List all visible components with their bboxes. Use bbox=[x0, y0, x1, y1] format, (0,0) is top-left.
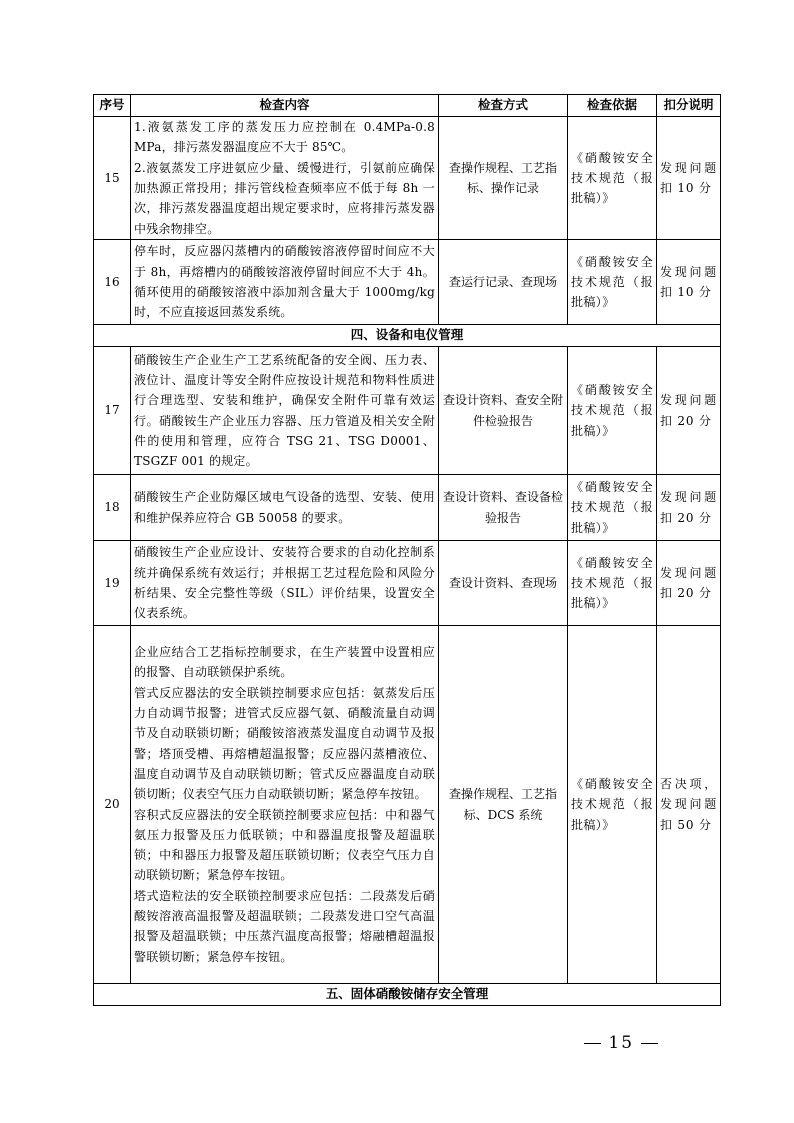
header-seq: 序号 bbox=[94, 95, 131, 117]
page-dash-right bbox=[641, 1043, 658, 1044]
row-method: 查操作规程、工艺指标、操作记录 bbox=[439, 117, 568, 240]
page-number-text: 15 bbox=[608, 1033, 635, 1053]
content-paragraph: 停车时，反应器闪蒸槽内的硝酸铵溶液停留时间应不大于 8h，再熔槽内的硝酸铵溶液停留时间应不大于 4h。循环使用的硝酸铵溶液中添加剂含量大于 1000mg/kg 时，不应直接返回蒸发系统。 bbox=[134, 244, 435, 320]
row-deduct: 发现问题扣 20 分 bbox=[657, 475, 721, 541]
row-basis: 《硝酸铵安全技术规范（报批稿）》 bbox=[568, 626, 657, 984]
row-deduct: 发现问题扣 20 分 bbox=[657, 541, 721, 626]
row-deduct: 发现问题扣 10 分 bbox=[657, 240, 721, 325]
table-header-row bbox=[94, 95, 721, 117]
row-seq: 15 bbox=[94, 117, 131, 240]
table-row bbox=[94, 541, 721, 626]
row-basis: 《硝酸铵安全技术规范（报批稿）》 bbox=[568, 541, 657, 626]
row-seq: 16 bbox=[94, 240, 131, 325]
table-row bbox=[94, 475, 721, 541]
content-paragraph: 1.液氨蒸发工序的蒸发压力应控制在 0.4MPa-0.8 MPa，排污蒸发器温度应不大于 85℃。 bbox=[134, 120, 435, 155]
row-deduct: 发现问题扣 10 分 bbox=[657, 117, 721, 240]
row-content bbox=[131, 117, 439, 240]
row-content bbox=[131, 626, 439, 984]
inspection-table bbox=[93, 94, 721, 1006]
row-content bbox=[131, 475, 439, 541]
row-method: 查操作规程、工艺指标、DCS 系统 bbox=[439, 626, 568, 984]
page-number bbox=[584, 1033, 658, 1053]
header-basis: 检查依据 bbox=[568, 95, 657, 117]
section-title: 四、设备和电仪管理 bbox=[94, 325, 721, 347]
row-seq: 17 bbox=[94, 347, 131, 475]
page-dash-left bbox=[584, 1043, 601, 1044]
section-row bbox=[94, 984, 721, 1006]
content-paragraph: 硝酸铵生产企业生产工艺系统配备的安全阀、压力表、液位计、温度计等安全附件应按设计规范和物料性质进行合理选型、安装和维护，确保安全附件可靠有效运行。硝酸铵生产企业压力容器、压力管道及相关安全附件的使用和管理，应符合 TSG 21、TSG D0001、TSGZF 001 的规定。 bbox=[134, 352, 435, 469]
row-method: 查设计资料、查现场 bbox=[439, 541, 568, 626]
content-paragraph: 容积式反应器法的安全联锁控制要求应包括：中和器气氨压力报警及压力低联锁；中和器温度报警及超温联锁；中和器压力报警及超压联锁切断；仪表空气压力自动联锁切断；紧急停车按钮。 bbox=[134, 807, 435, 883]
section-row bbox=[94, 325, 721, 347]
content-paragraph: 硝酸铵生产企业防爆区域电气设备的选型、安装、使用和维护保养应符合 GB 50058 的要求。 bbox=[134, 490, 435, 525]
row-deduct: 否决项，发现问题扣 50 分 bbox=[657, 626, 721, 984]
row-deduct: 发现问题扣 20 分 bbox=[657, 347, 721, 475]
row-basis: 《硝酸铵安全技术规范（报批稿）》 bbox=[568, 117, 657, 240]
content-paragraph: 2.液氨蒸发工序进氨应少量、缓慢进行，引氨前应确保加热源正常投用；排污管线检查频率应不低于每 8h 一次，排污蒸发器温度超出规定要求时，应将排污蒸发器中残余物排空。 bbox=[134, 160, 435, 236]
row-basis: 《硝酸铵安全技术规范（报批稿）》 bbox=[568, 347, 657, 475]
row-content bbox=[131, 541, 439, 626]
row-content bbox=[131, 240, 439, 325]
content-paragraph: 硝酸铵生产企业应设计、安装符合要求的自动化控制系统并确保系统有效运行；并根据工艺过程危险和风险分析结果、安全完整性等级（SIL）评价结果，设置安全仪表系统。 bbox=[134, 545, 435, 621]
table-row bbox=[94, 347, 721, 475]
row-seq: 18 bbox=[94, 475, 131, 541]
table-row bbox=[94, 117, 721, 240]
content-paragraph: 管式反应器法的安全联锁控制要求应包括：氨蒸发后压力自动调节报警；进管式反应器气氨、硝酸流量自动调节及自动联锁切断；硝酸铵溶液蒸发温度自动调节及报警；塔顶受槽、再熔槽超温报警；反应器闪蒸槽液位、温度自动调节及自动联锁切断；管式反应器温度自动联锁切断；仪表空气压力自动联锁切断；紧急停车按钮。 bbox=[134, 685, 435, 802]
table-row bbox=[94, 240, 721, 325]
header-content: 检查内容 bbox=[131, 95, 439, 117]
row-seq: 20 bbox=[94, 626, 131, 984]
row-content bbox=[131, 347, 439, 475]
row-method: 查设计资料、查设备检验报告 bbox=[439, 475, 568, 541]
row-basis: 《硝酸铵安全技术规范（报批稿）》 bbox=[568, 240, 657, 325]
header-deduct: 扣分说明 bbox=[657, 95, 721, 117]
header-method: 检查方式 bbox=[439, 95, 568, 117]
section-title: 五、固体硝酸铵储存安全管理 bbox=[94, 984, 721, 1006]
row-seq: 19 bbox=[94, 541, 131, 626]
row-method: 查设计资料、查安全附件检验报告 bbox=[439, 347, 568, 475]
row-basis: 《硝酸铵安全技术规范（报批稿）》 bbox=[568, 475, 657, 541]
content-paragraph: 塔式造粒法的安全联锁控制要求应包括：二段蒸发后硝酸铵溶液高温报警及超温联锁；二段蒸发进口空气高温报警及超温联锁；中压蒸汽温度高报警；熔融槽超温报警联锁切断；紧急停车按钮。 bbox=[134, 888, 435, 964]
table-row bbox=[94, 626, 721, 984]
content-paragraph: 企业应结合工艺指标控制要求，在生产装置中设置相应的报警、自动联锁保护系统。 bbox=[134, 645, 435, 680]
row-method: 查运行记录、查现场 bbox=[439, 240, 568, 325]
